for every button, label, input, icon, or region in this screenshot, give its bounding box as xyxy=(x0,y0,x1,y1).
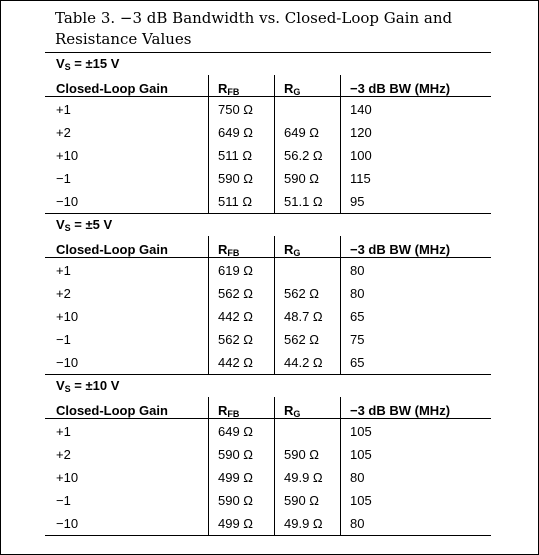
vs-main: V xyxy=(56,378,65,393)
cell-rg: 590 Ω xyxy=(284,447,320,462)
column-divider xyxy=(208,236,209,374)
cell-rg: 49.9 Ω xyxy=(284,470,323,485)
cell-bw: 80 xyxy=(350,516,365,531)
col-header-bw: −3 dB BW (MHz) xyxy=(350,242,451,257)
col-header-rg-sub: G xyxy=(293,248,301,258)
cell-rfb: 649 Ω xyxy=(218,125,254,140)
cell-gain: −1 xyxy=(56,332,71,347)
cell-rfb: 590 Ω xyxy=(218,171,254,186)
column-divider xyxy=(340,75,341,213)
col-header-rfb-sub: FB xyxy=(227,248,240,258)
col-header-rfb xyxy=(218,242,239,258)
col-header-rfb-main: R xyxy=(218,81,228,96)
cell-rg: 49.9 Ω xyxy=(284,516,323,531)
cell-gain: +1 xyxy=(56,102,71,117)
col-header-rfb xyxy=(218,81,239,97)
col-header-gain: Closed-Loop Gain xyxy=(56,242,168,257)
cell-rg: 562 Ω xyxy=(284,332,320,347)
col-header-gain: Closed-Loop Gain xyxy=(56,81,168,96)
cell-bw: 105 xyxy=(350,447,372,462)
vs-value: = ±5 V xyxy=(70,217,113,232)
bandwidth-table xyxy=(45,52,491,542)
col-header-rg xyxy=(284,403,300,419)
vs-main: V xyxy=(56,217,65,232)
column-divider xyxy=(208,397,209,535)
cell-bw: 140 xyxy=(350,102,372,117)
table-title: Table 3. −3 dB Bandwidth vs. Closed-Loop Gain and Resistance Values xyxy=(55,9,453,48)
col-header-rg-sub: G xyxy=(293,87,301,97)
cell-gain: +2 xyxy=(56,447,71,462)
col-header-rg xyxy=(284,81,300,97)
cell-rfb: 750 Ω xyxy=(218,102,254,117)
cell-gain: +10 xyxy=(56,309,79,324)
col-header-rg xyxy=(284,242,300,258)
cell-rfb: 562 Ω xyxy=(218,286,254,301)
cell-rfb: 442 Ω xyxy=(218,309,254,324)
cell-rfb: 590 Ω xyxy=(218,493,254,508)
cell-bw: 105 xyxy=(350,493,372,508)
cell-bw: 115 xyxy=(350,171,371,186)
section-rule xyxy=(45,213,491,214)
vs-sub: S xyxy=(64,384,71,394)
cell-gain: +2 xyxy=(56,125,71,140)
supply-voltage-label xyxy=(56,378,119,394)
table-top-rule xyxy=(45,52,491,53)
column-divider xyxy=(208,75,209,213)
cell-bw: 65 xyxy=(350,355,365,370)
col-header-rfb-sub: FB xyxy=(227,87,240,97)
cell-rg: 51.1 Ω xyxy=(284,194,323,209)
cell-rfb: 649 Ω xyxy=(218,424,254,439)
col-header-rg-main: R xyxy=(284,403,294,418)
cell-rfb: 499 Ω xyxy=(218,516,254,531)
vs-sub: S xyxy=(64,62,71,72)
col-header-rfb-main: R xyxy=(218,242,228,257)
header-rule xyxy=(45,96,491,97)
cell-rfb: 499 Ω xyxy=(218,470,254,485)
supply-voltage-label xyxy=(56,217,112,233)
cell-gain: +1 xyxy=(56,263,71,278)
section-rule xyxy=(45,535,491,536)
cell-bw: 105 xyxy=(350,424,372,439)
cell-rfb: 511 Ω xyxy=(218,194,253,209)
cell-gain: −1 xyxy=(56,493,71,508)
col-header-bw: −3 dB BW (MHz) xyxy=(350,81,451,96)
column-divider xyxy=(274,397,275,535)
cell-gain: −1 xyxy=(56,171,71,186)
cell-rg: 44.2 Ω xyxy=(284,355,323,370)
cell-gain: +2 xyxy=(56,286,71,301)
supply-voltage-label xyxy=(56,56,119,72)
cell-gain: −10 xyxy=(56,355,79,370)
column-divider xyxy=(340,236,341,374)
col-header-rfb xyxy=(218,403,239,419)
vs-value: = ±15 V xyxy=(70,56,120,71)
column-divider xyxy=(274,75,275,213)
column-divider xyxy=(340,397,341,535)
col-header-bw: −3 dB BW (MHz) xyxy=(350,403,451,418)
cell-rg: 56.2 Ω xyxy=(284,148,323,163)
col-header-rg-sub: G xyxy=(293,409,301,419)
cell-gain: +10 xyxy=(56,148,79,163)
cell-rfb: 442 Ω xyxy=(218,355,254,370)
cell-bw: 80 xyxy=(350,263,365,278)
vs-main: V xyxy=(56,56,65,71)
cell-gain: −10 xyxy=(56,516,79,531)
cell-rg: 562 Ω xyxy=(284,286,320,301)
cell-rg: 649 Ω xyxy=(284,125,320,140)
cell-rg: 48.7 Ω xyxy=(284,309,323,324)
cell-gain: −10 xyxy=(56,194,79,209)
cell-bw: 80 xyxy=(350,470,365,485)
cell-rg: 590 Ω xyxy=(284,493,320,508)
section-rule xyxy=(45,374,491,375)
vs-value: = ±10 V xyxy=(70,378,120,393)
cell-gain: +10 xyxy=(56,470,79,485)
col-header-gain: Closed-Loop Gain xyxy=(56,403,168,418)
cell-bw: 80 xyxy=(350,286,365,301)
cell-rfb: 562 Ω xyxy=(218,332,254,347)
col-header-rg-main: R xyxy=(284,242,294,257)
cell-bw: 120 xyxy=(350,125,372,140)
header-rule xyxy=(45,257,491,258)
cell-rg: 590 Ω xyxy=(284,171,320,186)
cell-bw: 65 xyxy=(350,309,365,324)
vs-sub: S xyxy=(64,223,71,233)
header-rule xyxy=(45,418,491,419)
col-header-rfb-main: R xyxy=(218,403,228,418)
cell-rfb: 619 Ω xyxy=(218,263,254,278)
col-header-rg-main: R xyxy=(284,81,294,96)
cell-bw: 75 xyxy=(350,332,365,347)
cell-bw: 95 xyxy=(350,194,365,209)
cell-gain: +1 xyxy=(56,424,71,439)
cell-rfb: 511 Ω xyxy=(218,148,253,163)
column-divider xyxy=(274,236,275,374)
cell-rfb: 590 Ω xyxy=(218,447,254,462)
cell-bw: 100 xyxy=(350,148,372,163)
col-header-rfb-sub: FB xyxy=(227,409,240,419)
